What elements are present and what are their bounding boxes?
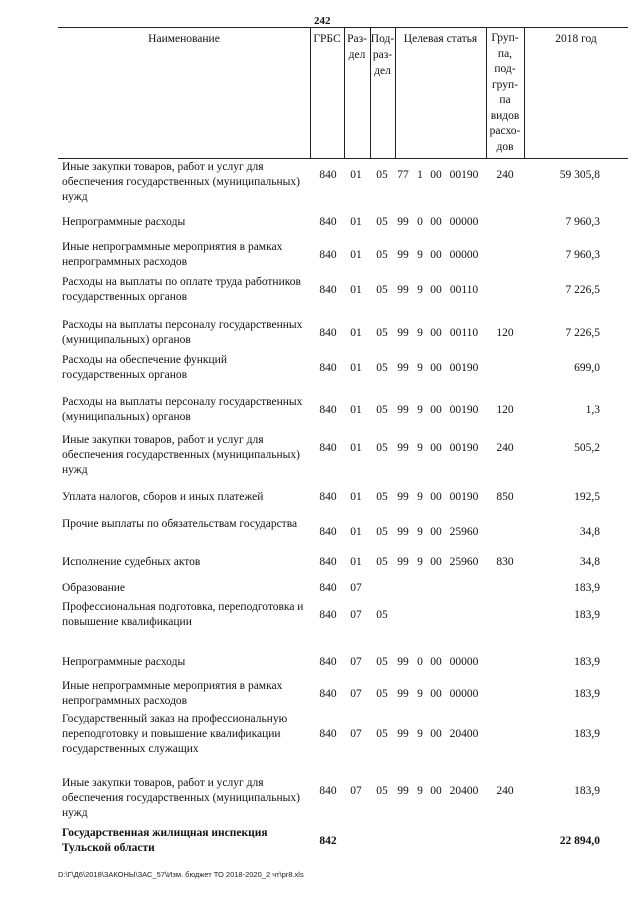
cell-razdel: 01 — [350, 442, 362, 454]
cell-expense-type: 240 — [496, 785, 514, 797]
footer-file-path: D:\Г\Д6\2018\ЗАКОНЫ\ЗАС_57\Изм. бюджет ТО 2018-2020_2 чт\pr8.xls — [58, 870, 304, 879]
header-name: Наименование — [148, 33, 220, 45]
cell-podrazdel: 05 — [376, 656, 388, 668]
cell-amount-2018: 59 305,8 — [559, 169, 600, 181]
cell-podrazdel: 05 — [376, 688, 388, 700]
cell-razdel: 07 — [350, 582, 362, 594]
cell-target-event: 00 — [430, 656, 442, 668]
cell-podrazdel: 05 — [376, 785, 388, 797]
cell-target-subprogram: 9 — [417, 785, 423, 797]
cell-razdel: 07 — [350, 656, 362, 668]
cell-target-subprogram: 9 — [417, 491, 423, 503]
cell-target-program: 99 — [397, 249, 409, 261]
cell-target-event: 00 — [430, 327, 442, 339]
cell-razdel: 01 — [350, 327, 362, 339]
cell-target-program: 99 — [397, 362, 409, 374]
cell-razdel: 07 — [350, 688, 362, 700]
cell-grbs: 840 — [319, 609, 337, 621]
cell-target-event: 00 — [430, 249, 442, 261]
cell-name: Расходы на выплаты по оплате труда работников государственных органов — [62, 276, 301, 303]
cell-razdel: 01 — [350, 362, 362, 374]
cell-target-program: 99 — [397, 526, 409, 538]
cell-name: Расходы на обеспечение функций государственных органов — [62, 354, 227, 381]
cell-target-program: 99 — [397, 728, 409, 740]
cell-target-direction: 25960 — [449, 556, 479, 568]
cell-name: Профессиональная подготовка, переподготовка и повышение квалификации — [62, 601, 304, 628]
cell-name: Образование — [62, 582, 126, 594]
cell-amount-2018: 505,2 — [574, 442, 600, 454]
cell-target-event: 00 — [430, 362, 442, 374]
cell-target-event: 00 — [430, 491, 442, 503]
cell-grbs: 840 — [319, 688, 337, 700]
cell-target-event: 00 — [430, 688, 442, 700]
cell-amount-2018: 7 960,3 — [565, 216, 600, 228]
cell-target-event: 00 — [430, 216, 442, 228]
cell-target-program: 99 — [397, 688, 409, 700]
cell-amount-2018: 22 894,0 — [559, 835, 600, 847]
cell-grbs: 840 — [319, 526, 337, 538]
cell-podrazdel: 05 — [376, 442, 388, 454]
cell-razdel: 07 — [350, 609, 362, 621]
cell-target-event: 00 — [430, 284, 442, 296]
cell-amount-2018: 192,5 — [574, 491, 600, 503]
cell-target-direction: 00000 — [449, 249, 479, 261]
cell-grbs: 840 — [319, 169, 337, 181]
cell-expense-type: 830 — [496, 556, 514, 568]
cell-razdel: 01 — [350, 284, 362, 296]
cell-target-event: 00 — [430, 728, 442, 740]
cell-podrazdel: 05 — [376, 216, 388, 228]
cell-expense-type: 120 — [496, 327, 514, 339]
cell-grbs: 840 — [319, 362, 337, 374]
page-number: 242 — [314, 15, 331, 27]
cell-target-direction: 00000 — [449, 216, 479, 228]
cell-amount-2018: 183,9 — [574, 609, 600, 621]
cell-podrazdel: 05 — [376, 362, 388, 374]
cell-target-event: 00 — [430, 169, 442, 181]
cell-razdel: 01 — [350, 491, 362, 503]
cell-razdel: 01 — [350, 169, 362, 181]
cell-amount-2018: 7 960,3 — [565, 249, 600, 261]
cell-name: Непрограммные расходы — [62, 656, 186, 668]
cell-name: Иные закупки товаров, работ и услуг для обеспечения государственных (муниципальных) нужд — [62, 161, 300, 203]
cell-target-event: 00 — [430, 442, 442, 454]
cell-target-program: 99 — [397, 404, 409, 416]
cell-grbs: 840 — [319, 284, 337, 296]
cell-razdel: 01 — [350, 556, 362, 568]
cell-target-program: 99 — [397, 284, 409, 296]
cell-podrazdel: 05 — [376, 284, 388, 296]
table-header — [58, 27, 628, 159]
cell-podrazdel: 05 — [376, 609, 388, 621]
cell-amount-2018: 7 226,5 — [565, 327, 600, 339]
cell-target-direction: 00000 — [449, 688, 479, 700]
cell-amount-2018: 183,9 — [574, 582, 600, 594]
cell-target-subprogram: 9 — [417, 327, 423, 339]
cell-name: Прочие выплаты по обязательствам государства — [62, 518, 298, 530]
cell-grbs: 840 — [319, 785, 337, 797]
cell-target-subprogram: 9 — [417, 442, 423, 454]
cell-target-subprogram: 1 — [417, 169, 423, 181]
cell-grbs: 840 — [319, 556, 337, 568]
cell-target-event: 00 — [430, 404, 442, 416]
cell-amount-2018: 699,0 — [574, 362, 600, 374]
cell-name: Иные непрограммные мероприятия в рамках непрограммных расходов — [62, 241, 283, 268]
cell-target-direction: 20400 — [449, 785, 479, 797]
cell-podrazdel: 05 — [376, 556, 388, 568]
cell-amount-2018: 183,9 — [574, 688, 600, 700]
header-razdel: Раз- дел — [347, 33, 367, 61]
cell-target-event: 00 — [430, 526, 442, 538]
cell-target-event: 00 — [430, 556, 442, 568]
cell-target-direction: 00000 — [449, 656, 479, 668]
cell-name: Непрограммные расходы — [62, 216, 186, 228]
cell-target-subprogram: 9 — [417, 362, 423, 374]
cell-target-program: 99 — [397, 785, 409, 797]
cell-name: Иные закупки товаров, работ и услуг для обеспечения государственных (муниципальных) нужд — [62, 777, 300, 819]
cell-podrazdel: 05 — [376, 728, 388, 740]
cell-target-subprogram: 9 — [417, 728, 423, 740]
cell-amount-2018: 7 226,5 — [565, 284, 600, 296]
cell-razdel: 07 — [350, 785, 362, 797]
cell-grbs: 840 — [319, 327, 337, 339]
cell-razdel: 01 — [350, 404, 362, 416]
cell-podrazdel: 05 — [376, 404, 388, 416]
cell-razdel: 01 — [350, 249, 362, 261]
cell-grbs: 840 — [319, 249, 337, 261]
cell-target-direction: 00190 — [449, 442, 479, 454]
cell-amount-2018: 183,9 — [574, 728, 600, 740]
cell-target-program: 99 — [397, 491, 409, 503]
cell-expense-type: 120 — [496, 404, 514, 416]
cell-target-direction: 00110 — [449, 284, 479, 296]
cell-name: Расходы на выплаты персоналу государственных (муниципальных) органов — [62, 319, 303, 346]
cell-razdel: 07 — [350, 728, 362, 740]
cell-target-program: 99 — [397, 656, 409, 668]
header-target-article: Целевая статья — [403, 33, 478, 45]
cell-target-program: 99 — [397, 216, 409, 228]
cell-podrazdel: 05 — [376, 491, 388, 503]
cell-target-program: 99 — [397, 442, 409, 454]
cell-podrazdel: 05 — [376, 169, 388, 181]
cell-grbs: 842 — [319, 835, 337, 847]
cell-name: Иные закупки товаров, работ и услуг для обеспечения государственных (муниципальных) нужд — [62, 434, 300, 476]
cell-expense-type: 850 — [496, 491, 514, 503]
cell-target-program: 77 — [397, 169, 409, 181]
cell-target-subprogram: 9 — [417, 249, 423, 261]
header-grbs: ГРБС — [313, 33, 341, 45]
cell-target-direction: 00190 — [449, 404, 479, 416]
cell-podrazdel: 05 — [376, 526, 388, 538]
cell-target-subprogram: 9 — [417, 556, 423, 568]
cell-target-direction: 25960 — [449, 526, 479, 538]
cell-grbs: 840 — [319, 656, 337, 668]
cell-name: Расходы на выплаты персоналу государственных (муниципальных) органов — [62, 396, 303, 423]
cell-amount-2018: 183,9 — [574, 656, 600, 668]
header-year: 2018 год — [555, 33, 597, 45]
cell-amount-2018: 34,8 — [579, 556, 600, 568]
cell-grbs: 840 — [319, 216, 337, 228]
cell-razdel: 01 — [350, 216, 362, 228]
header-podrazdel: Под- раз- дел — [370, 33, 395, 77]
cell-expense-type: 240 — [496, 442, 514, 454]
cell-name: Государственный заказ на профессиональную переподготовку и повышение квалификации государственных служащих — [62, 713, 288, 755]
cell-podrazdel: 05 — [376, 327, 388, 339]
cell-target-subprogram: 9 — [417, 526, 423, 538]
cell-podrazdel: 05 — [376, 249, 388, 261]
cell-target-event: 00 — [430, 785, 442, 797]
cell-target-program: 99 — [397, 556, 409, 568]
cell-target-direction: 00190 — [449, 169, 479, 181]
cell-target-subprogram: 0 — [417, 216, 423, 228]
cell-target-program: 99 — [397, 327, 409, 339]
cell-grbs: 840 — [319, 442, 337, 454]
cell-razdel: 01 — [350, 526, 362, 538]
cell-target-direction: 00190 — [449, 491, 479, 503]
cell-grbs: 840 — [319, 728, 337, 740]
cell-name: Иные непрограммные мероприятия в рамках непрограммных расходов — [62, 680, 283, 707]
cell-target-subprogram: 9 — [417, 688, 423, 700]
header-expense-type: Груп- па, под- груп- па видов расхо- дов — [489, 32, 521, 153]
cell-target-subprogram: 9 — [417, 404, 423, 416]
cell-amount-2018: 34,8 — [579, 526, 600, 538]
cell-target-direction: 00110 — [449, 327, 479, 339]
cell-amount-2018: 1,3 — [585, 404, 600, 416]
cell-target-direction: 20400 — [449, 728, 479, 740]
cell-name: Уплата налогов, сборов и иных платежей — [62, 491, 264, 503]
cell-amount-2018: 183,9 — [574, 785, 600, 797]
cell-name: Исполнение судебных актов — [62, 556, 201, 568]
cell-target-direction: 00190 — [449, 362, 479, 374]
cell-target-subprogram: 9 — [417, 284, 423, 296]
cell-target-subprogram: 0 — [417, 656, 423, 668]
cell-grbs: 840 — [319, 491, 337, 503]
cell-expense-type: 240 — [496, 169, 514, 181]
cell-grbs: 840 — [319, 582, 337, 594]
cell-name: Государственная жилищная инспекция Тульской области — [62, 827, 268, 854]
cell-grbs: 840 — [319, 404, 337, 416]
